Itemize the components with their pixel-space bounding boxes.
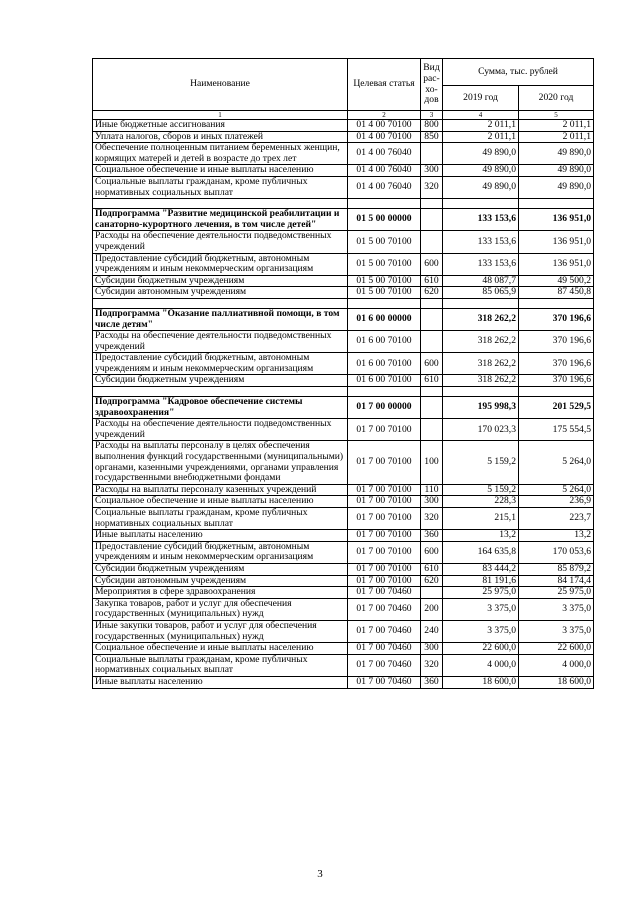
empty-cell (519, 298, 594, 308)
table-row (93, 575, 594, 587)
empty-cell (443, 298, 519, 308)
header-sum: Сумма, тыс. рублей (443, 59, 594, 86)
cell-name: Предоставление субсидий бюджетным, автономным учреждениям и иным некоммерческим организациям (93, 541, 348, 563)
empty-cell (421, 199, 443, 209)
cell-expense-type: 300 (421, 165, 443, 177)
cell-sum-2019: 2 011,1 (443, 131, 519, 143)
cell-expense-type: 610 (421, 563, 443, 575)
cell-sum-2019: 5 159,2 (443, 484, 519, 496)
cell-expense-type: 300 (421, 496, 443, 508)
cell-target-article: 01 7 00 70100 (348, 441, 421, 484)
cell-target-article: 01 7 00 70460 (348, 643, 421, 655)
cell-expense-type (421, 209, 443, 231)
column-number: 2 (348, 111, 421, 120)
table-row (93, 508, 594, 530)
cell-name: Иные бюджетные ассигнования (93, 120, 348, 132)
cell-sum-2019: 83 444,2 (443, 563, 519, 575)
cell-sum-2019: 5 159,2 (443, 441, 519, 484)
table-row (93, 231, 594, 253)
cell-expense-type (421, 143, 443, 165)
cell-sum-2020: 25 975,0 (519, 587, 594, 599)
cell-sum-2020: 4 000,0 (519, 654, 594, 676)
cell-target-article: 01 7 00 70100 (348, 575, 421, 587)
cell-name: Социальное обеспечение и иные выплаты населению (93, 165, 348, 177)
table-row (93, 441, 594, 484)
cell-target-article: 01 5 00 00000 (348, 209, 421, 231)
table-row (93, 587, 594, 599)
cell-sum-2020: 5 264,0 (519, 441, 594, 484)
cell-sum-2019: 318 262,2 (443, 353, 519, 375)
cell-name: Мероприятия в сфере здравоохранения (93, 587, 348, 599)
spacer-row (93, 298, 594, 308)
cell-sum-2020: 2 011,1 (519, 120, 594, 132)
cell-target-article: 01 7 00 70100 (348, 541, 421, 563)
table-row (93, 275, 594, 287)
cell-target-article: 01 6 00 70100 (348, 353, 421, 375)
cell-target-article: 01 7 00 70460 (348, 620, 421, 642)
table-row (93, 353, 594, 375)
cell-target-article: 01 4 00 76040 (348, 176, 421, 198)
cell-name: Социальные выплаты гражданам, кроме публичных нормативных социальных выплат (93, 654, 348, 676)
table-row (93, 620, 594, 642)
cell-sum-2020: 370 196,6 (519, 331, 594, 353)
cell-sum-2019: 18 600,0 (443, 676, 519, 688)
cell-name: Субсидии бюджетным учреждениям (93, 275, 348, 287)
cell-target-article: 01 4 00 76040 (348, 143, 421, 165)
cell-sum-2020: 5 264,0 (519, 484, 594, 496)
cell-sum-2020: 2 011,1 (519, 131, 594, 143)
table-row (93, 541, 594, 563)
cell-expense-type: 200 (421, 598, 443, 620)
cell-expense-type (421, 419, 443, 441)
cell-name: Закупка товаров, работ и услуг для обеспечения государственных (муниципальных) нужд (93, 598, 348, 620)
table-row (93, 643, 594, 655)
cell-expense-type: 620 (421, 287, 443, 299)
table-row (93, 375, 594, 387)
cell-sum-2020: 136 951,0 (519, 253, 594, 275)
cell-expense-type (421, 308, 443, 330)
table-row (93, 143, 594, 165)
cell-name: Социальное обеспечение и иные выплаты населению (93, 496, 348, 508)
cell-target-article: 01 6 00 70100 (348, 375, 421, 387)
cell-name: Расходы на обеспечение деятельности подведомственных учреждений (93, 231, 348, 253)
cell-sum-2019: 13,2 (443, 530, 519, 542)
cell-sum-2019: 164 635,8 (443, 541, 519, 563)
cell-name: Уплата налогов, сборов и иных платежей (93, 131, 348, 143)
cell-name: Обеспечение полноценным питанием беременных женщин, кормящих матерей и детей в возрасте до трех лет (93, 143, 348, 165)
cell-target-article: 01 5 00 70100 (348, 231, 421, 253)
cell-name: Иные закупки товаров, работ и услуг для обеспечения государственных (муниципальных) нужд (93, 620, 348, 642)
column-number: 5 (519, 111, 594, 120)
cell-sum-2020: 84 174,4 (519, 575, 594, 587)
table-row (93, 131, 594, 143)
cell-sum-2019: 215,1 (443, 508, 519, 530)
cell-name: Субсидии автономным учреждениям (93, 287, 348, 299)
spacer-row (93, 199, 594, 209)
cell-sum-2019: 85 065,9 (443, 287, 519, 299)
cell-sum-2020: 49 500,2 (519, 275, 594, 287)
table-row (93, 165, 594, 177)
empty-cell (443, 199, 519, 209)
cell-expense-type (421, 397, 443, 419)
cell-expense-type (421, 331, 443, 353)
cell-sum-2020: 49 890,0 (519, 165, 594, 177)
cell-target-article: 01 7 00 70100 (348, 419, 421, 441)
cell-name: Иные выплаты населению (93, 676, 348, 688)
table-row (93, 176, 594, 198)
table-row (93, 331, 594, 353)
cell-expense-type: 850 (421, 131, 443, 143)
cell-target-article: 01 7 00 70100 (348, 563, 421, 575)
cell-sum-2019: 133 153,6 (443, 209, 519, 231)
cell-sum-2020: 223,7 (519, 508, 594, 530)
empty-cell (421, 387, 443, 397)
cell-sum-2020: 49 890,0 (519, 143, 594, 165)
cell-sum-2019: 318 262,2 (443, 375, 519, 387)
table-row (93, 598, 594, 620)
cell-sum-2019: 49 890,0 (443, 176, 519, 198)
cell-name: Субсидии бюджетным учреждениям (93, 563, 348, 575)
cell-expense-type: 600 (421, 541, 443, 563)
cell-expense-type: 600 (421, 353, 443, 375)
table-header (93, 59, 594, 120)
cell-expense-type: 320 (421, 508, 443, 530)
table-row (93, 419, 594, 441)
cell-sum-2019: 133 153,6 (443, 253, 519, 275)
table-body (93, 120, 594, 689)
header-expense-type: Вид рас-хо-дов (421, 59, 443, 111)
subprogram-row (93, 209, 594, 231)
cell-sum-2019: 48 087,7 (443, 275, 519, 287)
cell-name: Социальные выплаты гражданам, кроме публичных нормативных социальных выплат (93, 176, 348, 198)
cell-sum-2019: 3 375,0 (443, 598, 519, 620)
cell-name: Расходы на выплаты персоналу в целях обеспечения выполнения функций государственными (муниципальными) органами, казенными учреждениями, органами управления государственными внебюджетными фондами (93, 441, 348, 484)
cell-target-article: 01 7 00 70100 (348, 484, 421, 496)
header-target-article: Целевая статья (348, 59, 421, 111)
table-row (93, 484, 594, 496)
cell-target-article: 01 7 00 70460 (348, 598, 421, 620)
cell-sum-2020: 175 554,5 (519, 419, 594, 441)
cell-sum-2019: 3 375,0 (443, 620, 519, 642)
column-number: 4 (443, 111, 519, 120)
cell-sum-2019: 49 890,0 (443, 165, 519, 177)
cell-sum-2019: 318 262,2 (443, 331, 519, 353)
cell-name: Социальные выплаты гражданам, кроме публичных нормативных социальных выплат (93, 508, 348, 530)
cell-target-article: 01 7 00 70460 (348, 587, 421, 599)
cell-sum-2020: 370 196,6 (519, 353, 594, 375)
table-row (93, 563, 594, 575)
cell-sum-2019: 195 998,3 (443, 397, 519, 419)
cell-expense-type: 610 (421, 275, 443, 287)
cell-target-article: 01 7 00 70100 (348, 530, 421, 542)
cell-sum-2019: 2 011,1 (443, 120, 519, 132)
empty-cell (93, 298, 348, 308)
cell-sum-2020: 87 450,8 (519, 287, 594, 299)
header-name: Наименование (93, 59, 348, 111)
cell-sum-2019: 49 890,0 (443, 143, 519, 165)
empty-cell (348, 298, 421, 308)
cell-sum-2020: 170 053,6 (519, 541, 594, 563)
cell-name: Расходы на обеспечение деятельности подведомственных учреждений (93, 331, 348, 353)
cell-name: Предоставление субсидий бюджетным, автономным учреждениям и иным некоммерческим организациям (93, 253, 348, 275)
subprogram-row (93, 308, 594, 330)
cell-sum-2020: 13,2 (519, 530, 594, 542)
cell-sum-2020: 136 951,0 (519, 231, 594, 253)
cell-sum-2020: 201 529,5 (519, 397, 594, 419)
cell-target-article: 01 4 00 76040 (348, 165, 421, 177)
cell-expense-type: 620 (421, 575, 443, 587)
cell-sum-2020: 18 600,0 (519, 676, 594, 688)
empty-cell (421, 298, 443, 308)
cell-sum-2020: 49 890,0 (519, 176, 594, 198)
cell-expense-type: 240 (421, 620, 443, 642)
cell-expense-type: 320 (421, 654, 443, 676)
cell-target-article: 01 7 00 70100 (348, 496, 421, 508)
cell-sum-2019: 228,3 (443, 496, 519, 508)
table-row (93, 287, 594, 299)
cell-name: Расходы на выплаты персоналу казенных учреждений (93, 484, 348, 496)
cell-sum-2020: 136 951,0 (519, 209, 594, 231)
cell-sum-2020: 370 196,6 (519, 375, 594, 387)
header-year-2019: 2019 год (443, 86, 519, 111)
cell-expense-type: 320 (421, 176, 443, 198)
empty-cell (443, 387, 519, 397)
table-row (93, 530, 594, 542)
column-number: 3 (421, 111, 443, 120)
cell-sum-2020: 22 600,0 (519, 643, 594, 655)
cell-sum-2020: 85 879,2 (519, 563, 594, 575)
cell-sum-2019: 22 600,0 (443, 643, 519, 655)
cell-expense-type: 800 (421, 120, 443, 132)
column-number: 1 (93, 111, 348, 120)
cell-sum-2019: 133 153,6 (443, 231, 519, 253)
table-row (93, 120, 594, 132)
table-row (93, 496, 594, 508)
cell-sum-2020: 370 196,6 (519, 308, 594, 330)
cell-name: Иные выплаты населению (93, 530, 348, 542)
cell-name: Подпрограмма "Развитие медицинской реабилитации и санаторно-курортного лечения, в том числе детей" (93, 209, 348, 231)
cell-target-article: 01 4 00 70100 (348, 120, 421, 132)
cell-target-article: 01 5 00 70100 (348, 287, 421, 299)
spacer-row (93, 387, 594, 397)
cell-expense-type (421, 587, 443, 599)
cell-expense-type: 600 (421, 253, 443, 275)
cell-sum-2020: 236,9 (519, 496, 594, 508)
table-row (93, 253, 594, 275)
cell-expense-type (421, 231, 443, 253)
table-row (93, 676, 594, 688)
cell-target-article: 01 6 00 70100 (348, 331, 421, 353)
cell-name: Субсидии автономным учреждениям (93, 575, 348, 587)
cell-name: Предоставление субсидий бюджетным, автономным учреждениям и иным некоммерческим организациям (93, 353, 348, 375)
cell-target-article: 01 4 00 70100 (348, 131, 421, 143)
cell-sum-2019: 318 262,2 (443, 308, 519, 330)
cell-name: Субсидии бюджетным учреждениям (93, 375, 348, 387)
cell-target-article: 01 5 00 70100 (348, 253, 421, 275)
cell-target-article: 01 7 00 70460 (348, 676, 421, 688)
empty-cell (93, 199, 348, 209)
table-row (93, 654, 594, 676)
cell-target-article: 01 5 00 70100 (348, 275, 421, 287)
cell-sum-2020: 3 375,0 (519, 598, 594, 620)
cell-name: Подпрограмма "Кадровое обеспечение системы здравоохранения" (93, 397, 348, 419)
cell-expense-type: 360 (421, 530, 443, 542)
cell-sum-2019: 4 000,0 (443, 654, 519, 676)
cell-sum-2020: 3 375,0 (519, 620, 594, 642)
cell-sum-2019: 170 023,3 (443, 419, 519, 441)
empty-cell (519, 387, 594, 397)
empty-cell (93, 387, 348, 397)
cell-expense-type: 300 (421, 643, 443, 655)
empty-cell (348, 387, 421, 397)
header-year-2020: 2020 год (519, 86, 594, 111)
cell-target-article: 01 7 00 00000 (348, 397, 421, 419)
page-number: 3 (317, 868, 323, 880)
cell-name: Социальное обеспечение и иные выплаты населению (93, 643, 348, 655)
cell-expense-type: 100 (421, 441, 443, 484)
empty-cell (348, 199, 421, 209)
cell-target-article: 01 7 00 70100 (348, 508, 421, 530)
cell-target-article: 01 7 00 70460 (348, 654, 421, 676)
cell-target-article: 01 6 00 00000 (348, 308, 421, 330)
empty-cell (519, 199, 594, 209)
subprogram-row (93, 397, 594, 419)
cell-expense-type: 610 (421, 375, 443, 387)
cell-name: Подпрограмма "Оказание паллиативной помощи, в том числе детям" (93, 308, 348, 330)
cell-expense-type: 360 (421, 676, 443, 688)
cell-name: Расходы на обеспечение деятельности подведомственных учреждений (93, 419, 348, 441)
cell-expense-type: 110 (421, 484, 443, 496)
budget-table (92, 58, 594, 689)
cell-sum-2019: 81 191,6 (443, 575, 519, 587)
cell-sum-2019: 25 975,0 (443, 587, 519, 599)
